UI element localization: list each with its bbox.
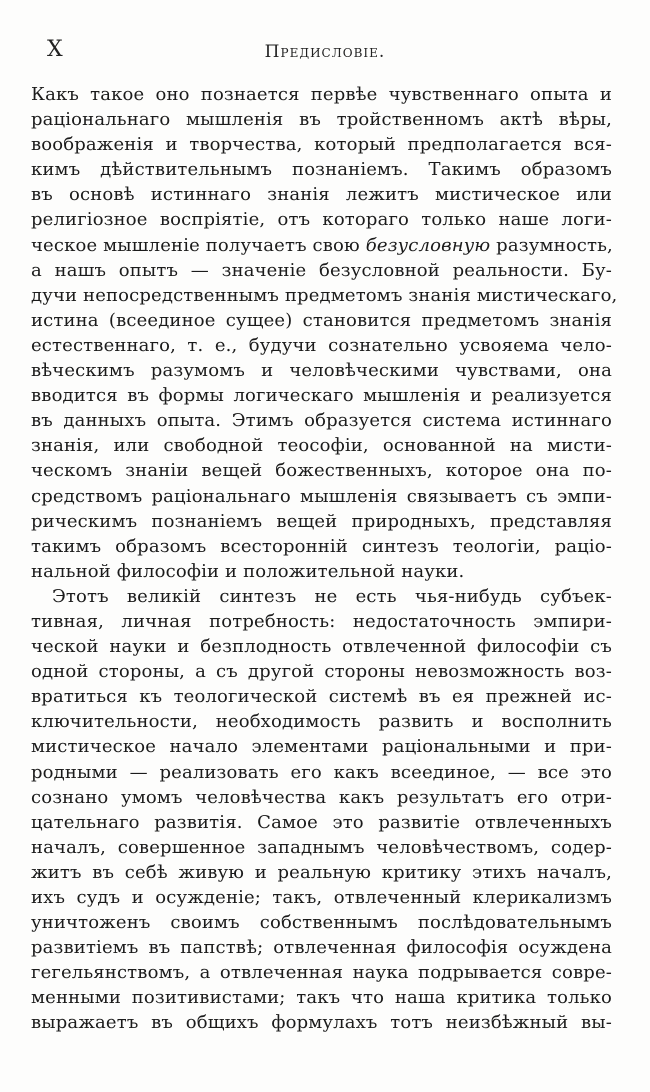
text-line: вводится въ формы логическаго мышленія и реализуется (31, 385, 612, 407)
text-line: гегельянствомъ, а отвлеченная наука подрывается совре- (31, 962, 612, 984)
text-block (31, 82, 618, 1036)
text-line: въ основѣ истиннаго знанія лежитъ мистическое или (31, 184, 612, 206)
page-number: X (47, 37, 63, 62)
text-line: мистическое начало элементами раціональными и при- (31, 736, 612, 758)
text-line: началъ, совершенное западнымъ человѣчествомъ, содер- (31, 836, 612, 858)
text-line: рическимъ познаніемъ вещей природныхъ, представляя (31, 510, 612, 532)
text-line: средствомъ раціональнаго мышленія связываетъ съ эмпи- (31, 485, 612, 507)
text-line: одной стороны, а съ другой стороны невозможность воз- (31, 661, 612, 683)
text-line: ческомъ знаніи вещей божественныхъ, которое она по- (31, 460, 612, 482)
text-line: Какъ такое оно познается первѣе чувственнаго опыта и (31, 84, 612, 105)
text-line: такимъ образомъ всесторонній синтезъ теологіи, раціо- (31, 535, 612, 557)
text-line: ключительности, необходимость развить и восполнить (31, 711, 612, 733)
text-line: вратиться къ теологической системѣ въ ея прежней ис- (31, 686, 612, 708)
text-line: родными — реализовать его какъ всеединое, — все это (31, 761, 612, 783)
text-line: житъ въ себѣ живую и реальную критику этихъ началъ, (31, 861, 612, 883)
text-line: а нашъ опытъ — значеніе безусловной реальности. Бу- (31, 259, 612, 281)
text-line: уничтоженъ своимъ собственнымъ послѣдовательнымъ (31, 912, 612, 934)
running-title: Предисловіе. (264, 42, 386, 62)
text-line: ческое мышленіе получаетъ свою безусловную разумность, (31, 234, 613, 256)
text-line: тивная, личная потребность: недостаточность эмпири- (31, 610, 612, 632)
text-line: развитіемъ въ папствѣ; отвлеченная философія осуждена (31, 937, 612, 959)
text-line: дучи непосредственнымъ предметомъ знанія мистическаго, (31, 284, 618, 306)
text-line: кимъ дѣйствительнымъ познаніемъ. Такимъ образомъ (31, 159, 612, 181)
text-line: менными позитивистами; такъ что наша критика только (31, 987, 612, 1009)
text-line: ческой науки и безплодность отвлеченной философіи съ (31, 636, 612, 658)
text-line: нальной философіи и положительной науки. (31, 560, 465, 582)
text-line: вѣческимъ разумомъ и человѣческими чувствами, она (31, 360, 612, 382)
text-line: естественнаго, т. е., будучи сознательно усвояема чело- (31, 334, 612, 356)
text-line: ихъ судъ и осужденіе; такъ, отвлеченный клерикализмъ (31, 887, 612, 908)
text-line: цательнаго развитія. Самое это развитіе отвлеченныхъ (31, 811, 612, 833)
text-line: знанія, или свободной теософіи, основанной на мисти- (31, 435, 612, 457)
text-line: выражаетъ въ общихъ формулахъ тотъ неизбѣжный вы- (31, 1012, 612, 1034)
text-line: религіозное воспріятіе, отъ котораго только наше логи- (31, 209, 612, 231)
text-line: Этотъ великій синтезъ не есть чья-нибудь субъек- (52, 585, 612, 607)
text-line: въ данныхъ опыта. Этимъ образуется система истиннаго (31, 410, 612, 432)
text-line: воображенія и творчества, который предполагается вся- (31, 134, 612, 156)
text-line: раціональнаго мышленія въ тройственномъ актѣ вѣры, (31, 109, 612, 131)
text-line: истина (всеединое сущее) становится предметомъ знанія (31, 309, 612, 331)
text-line: сознано умомъ человѣчества какъ результатъ его отри- (31, 786, 612, 808)
